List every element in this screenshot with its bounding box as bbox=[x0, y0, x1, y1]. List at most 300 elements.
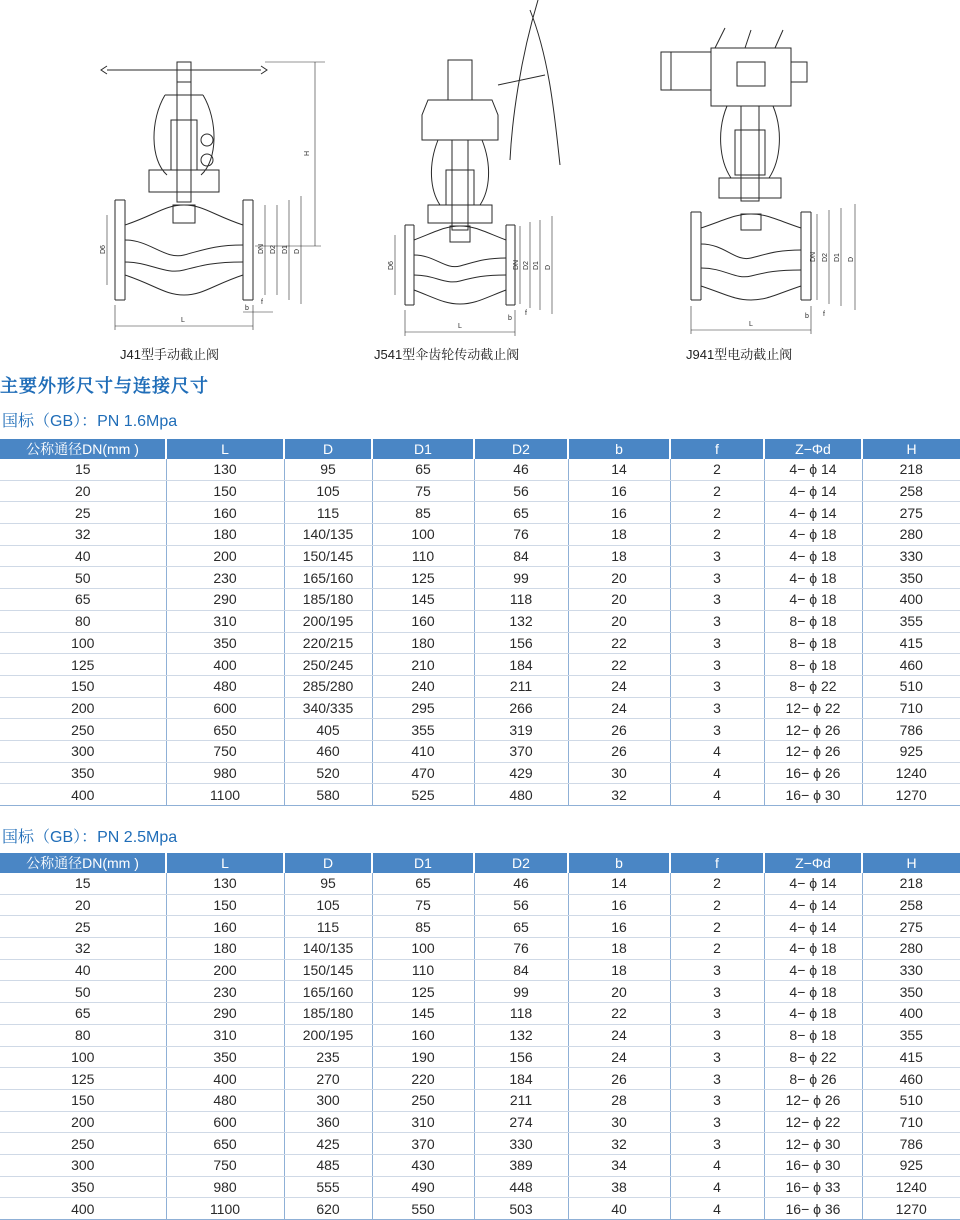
table-cell: 460 bbox=[862, 654, 960, 676]
table-cell: 18 bbox=[568, 524, 670, 546]
dim-label-f: f bbox=[525, 310, 527, 317]
table-cell: 118 bbox=[474, 589, 568, 611]
table-cell: 16− ϕ 36 bbox=[764, 1198, 862, 1220]
table-cell: 125 bbox=[372, 567, 474, 589]
table-cell: 26 bbox=[568, 1068, 670, 1090]
table-cell: 319 bbox=[474, 719, 568, 741]
table-cell: 3 bbox=[670, 1068, 764, 1090]
table-cell: 650 bbox=[166, 1133, 284, 1155]
table-cell: 350 bbox=[166, 1046, 284, 1068]
table-cell: 40 bbox=[0, 959, 166, 981]
table-cell: 600 bbox=[166, 697, 284, 719]
table-cell: 355 bbox=[372, 719, 474, 741]
table-cell: 200 bbox=[166, 959, 284, 981]
table-row bbox=[0, 697, 960, 719]
table-cell: 8− ϕ 22 bbox=[764, 675, 862, 697]
table-cell: 2 bbox=[670, 459, 764, 480]
table-cell: 32 bbox=[0, 938, 166, 960]
dim-label-f: f bbox=[823, 311, 825, 318]
table-cell: 3 bbox=[670, 1046, 764, 1068]
dim-label-h: H bbox=[304, 150, 311, 156]
dim-label-d: D bbox=[294, 248, 301, 254]
table-cell: 355 bbox=[862, 610, 960, 632]
table-row bbox=[0, 1003, 960, 1025]
table-cell: 150 bbox=[166, 894, 284, 916]
table-row bbox=[0, 938, 960, 960]
table-cell: 1270 bbox=[862, 1198, 960, 1220]
column-header: L bbox=[166, 439, 284, 459]
table-cell: 258 bbox=[862, 480, 960, 502]
table-cell: 470 bbox=[372, 762, 474, 784]
table-cell: 750 bbox=[166, 740, 284, 762]
dim-label-d6: D6 bbox=[100, 245, 107, 254]
column-header: D1 bbox=[372, 439, 474, 459]
table-cell: 460 bbox=[862, 1068, 960, 1090]
table-cell: 3 bbox=[670, 697, 764, 719]
table-cell: 125 bbox=[0, 1068, 166, 1090]
table-cell: 330 bbox=[862, 959, 960, 981]
dim-label-dn: DN bbox=[258, 243, 265, 254]
table-cell: 156 bbox=[474, 632, 568, 654]
column-header: Z−Φd bbox=[764, 439, 862, 459]
table-cell: 76 bbox=[474, 524, 568, 546]
table-cell: 20 bbox=[0, 894, 166, 916]
table-cell: 65 bbox=[474, 916, 568, 938]
table-cell: 300 bbox=[284, 1089, 372, 1111]
figure-j941-electric bbox=[655, 0, 875, 340]
table-cell: 16 bbox=[568, 916, 670, 938]
table-cell: 12− ϕ 26 bbox=[764, 740, 862, 762]
table-cell: 180 bbox=[166, 938, 284, 960]
table-cell: 95 bbox=[284, 459, 372, 480]
table-cell: 200 bbox=[0, 1111, 166, 1133]
table-cell: 510 bbox=[862, 1089, 960, 1111]
column-header: H bbox=[862, 853, 960, 873]
table-row bbox=[0, 1133, 960, 1155]
table-cell: 600 bbox=[166, 1111, 284, 1133]
column-header: D2 bbox=[474, 853, 568, 873]
table-cell: 980 bbox=[166, 762, 284, 784]
table-cell: 25 bbox=[0, 502, 166, 524]
table-cell: 24 bbox=[568, 675, 670, 697]
table-cell: 46 bbox=[474, 873, 568, 894]
table-cell: 150 bbox=[0, 675, 166, 697]
table-cell: 16 bbox=[568, 894, 670, 916]
table-cell: 28 bbox=[568, 1089, 670, 1111]
table-cell: 20 bbox=[568, 589, 670, 611]
table-cell: 1240 bbox=[862, 762, 960, 784]
table-cell: 20 bbox=[568, 567, 670, 589]
table-cell: 12− ϕ 22 bbox=[764, 697, 862, 719]
table-cell: 12− ϕ 22 bbox=[764, 1111, 862, 1133]
table-row bbox=[0, 762, 960, 784]
table-cell: 211 bbox=[474, 675, 568, 697]
table-cell: 710 bbox=[862, 697, 960, 719]
valve-drawing-manual bbox=[95, 0, 335, 340]
table-cell: 125 bbox=[0, 654, 166, 676]
table-cell: 22 bbox=[568, 632, 670, 654]
table-cell: 165/160 bbox=[284, 981, 372, 1003]
table-cell: 16 bbox=[568, 480, 670, 502]
table-cell: 184 bbox=[474, 1068, 568, 1090]
table-cell: 490 bbox=[372, 1176, 474, 1198]
table-cell: 1270 bbox=[862, 784, 960, 806]
table-cell: 8− ϕ 18 bbox=[764, 632, 862, 654]
table-cell: 415 bbox=[862, 632, 960, 654]
table-cell: 218 bbox=[862, 873, 960, 894]
table-cell: 24 bbox=[568, 697, 670, 719]
table-row bbox=[0, 1111, 960, 1133]
table-cell: 20 bbox=[568, 610, 670, 632]
table-row bbox=[0, 1046, 960, 1068]
table-cell: 50 bbox=[0, 567, 166, 589]
table-cell: 38 bbox=[568, 1176, 670, 1198]
table-cell: 185/180 bbox=[284, 1003, 372, 1025]
column-header: f bbox=[670, 439, 764, 459]
table-cell: 3 bbox=[670, 981, 764, 1003]
dim-label-d1: D1 bbox=[834, 253, 841, 262]
table-cell: 235 bbox=[284, 1046, 372, 1068]
table-row bbox=[0, 1024, 960, 1046]
table-cell: 250/245 bbox=[284, 654, 372, 676]
table-cell: 405 bbox=[284, 719, 372, 741]
table-cell: 15 bbox=[0, 873, 166, 894]
table-cell: 75 bbox=[372, 480, 474, 502]
table-cell: 200 bbox=[166, 545, 284, 567]
table-row bbox=[0, 719, 960, 741]
table-cell: 580 bbox=[284, 784, 372, 806]
table-cell: 140/135 bbox=[284, 938, 372, 960]
table-cell: 25 bbox=[0, 916, 166, 938]
table-row bbox=[0, 873, 960, 894]
column-header: H bbox=[862, 439, 960, 459]
table-row bbox=[0, 784, 960, 806]
table-cell: 26 bbox=[568, 740, 670, 762]
table-cell: 786 bbox=[862, 1133, 960, 1155]
table-cell: 56 bbox=[474, 894, 568, 916]
table-cell: 100 bbox=[0, 1046, 166, 1068]
table-cell: 370 bbox=[474, 740, 568, 762]
table-cell: 160 bbox=[166, 502, 284, 524]
table-cell: 165/160 bbox=[284, 567, 372, 589]
table-cell: 400 bbox=[0, 1198, 166, 1220]
dim-label-l: L bbox=[181, 317, 185, 324]
table-cell: 26 bbox=[568, 719, 670, 741]
table-cell: 250 bbox=[0, 1133, 166, 1155]
table-cell: 65 bbox=[0, 589, 166, 611]
table-cell: 2 bbox=[670, 894, 764, 916]
table-cell: 274 bbox=[474, 1111, 568, 1133]
table-row bbox=[0, 981, 960, 1003]
table-cell: 485 bbox=[284, 1154, 372, 1176]
table-cell: 555 bbox=[284, 1176, 372, 1198]
table-cell: 76 bbox=[474, 938, 568, 960]
table-cell: 415 bbox=[862, 1046, 960, 1068]
table-cell: 75 bbox=[372, 894, 474, 916]
table-cell: 4 bbox=[670, 740, 764, 762]
table-cell: 150 bbox=[166, 480, 284, 502]
table-cell: 350 bbox=[0, 1176, 166, 1198]
table-cell: 14 bbox=[568, 459, 670, 480]
column-header: b bbox=[568, 439, 670, 459]
table-cell: 2 bbox=[670, 480, 764, 502]
table-cell: 786 bbox=[862, 719, 960, 741]
figure-caption-j41: J41型手动截止阀 bbox=[120, 347, 219, 362]
table-cell: 3 bbox=[670, 675, 764, 697]
table-cell: 330 bbox=[862, 545, 960, 567]
table-cell: 425 bbox=[284, 1133, 372, 1155]
table-cell: 180 bbox=[372, 632, 474, 654]
table-cell: 4− ϕ 18 bbox=[764, 567, 862, 589]
table-cell: 105 bbox=[284, 480, 372, 502]
table-cell: 140/135 bbox=[284, 524, 372, 546]
table-cell: 156 bbox=[474, 1046, 568, 1068]
table-cell: 160 bbox=[372, 1024, 474, 1046]
table-cell: 258 bbox=[862, 894, 960, 916]
table-cell: 4 bbox=[670, 762, 764, 784]
table-cell: 8− ϕ 18 bbox=[764, 1024, 862, 1046]
table-cell: 8− ϕ 22 bbox=[764, 1046, 862, 1068]
table-cell: 410 bbox=[372, 740, 474, 762]
dim-label-d6: D6 bbox=[388, 261, 395, 270]
valve-figures bbox=[0, 0, 960, 370]
column-header: L bbox=[166, 853, 284, 873]
valve-drawing-gear bbox=[380, 0, 580, 340]
table-cell: 24 bbox=[568, 1024, 670, 1046]
table-cell: 330 bbox=[474, 1133, 568, 1155]
table-cell: 3 bbox=[670, 589, 764, 611]
table-row bbox=[0, 675, 960, 697]
table-cell: 84 bbox=[474, 959, 568, 981]
table-cell: 370 bbox=[372, 1133, 474, 1155]
table-cell: 118 bbox=[474, 1003, 568, 1025]
table-cell: 145 bbox=[372, 1003, 474, 1025]
table-cell: 218 bbox=[862, 459, 960, 480]
table-cell: 3 bbox=[670, 632, 764, 654]
table-header bbox=[0, 853, 960, 873]
table-cell: 710 bbox=[862, 1111, 960, 1133]
table-cell: 130 bbox=[166, 459, 284, 480]
table-cell: 480 bbox=[474, 784, 568, 806]
table-cell: 85 bbox=[372, 502, 474, 524]
table-cell: 290 bbox=[166, 1003, 284, 1025]
dim-label-dn: DN bbox=[810, 251, 817, 262]
table-cell: 3 bbox=[670, 1133, 764, 1155]
table-cell: 350 bbox=[0, 762, 166, 784]
table-cell: 266 bbox=[474, 697, 568, 719]
table-cell: 40 bbox=[0, 545, 166, 567]
table-cell: 310 bbox=[166, 610, 284, 632]
table-cell: 20 bbox=[568, 981, 670, 1003]
table-cell: 925 bbox=[862, 1154, 960, 1176]
table-cell: 460 bbox=[284, 740, 372, 762]
table-cell: 550 bbox=[372, 1198, 474, 1220]
table-cell: 290 bbox=[166, 589, 284, 611]
table-row bbox=[0, 459, 960, 480]
table-row bbox=[0, 1154, 960, 1176]
dim-label-d2: D2 bbox=[523, 261, 530, 270]
column-header: D1 bbox=[372, 853, 474, 873]
dim-label-d1: D1 bbox=[533, 261, 540, 270]
table-cell: 3 bbox=[670, 1003, 764, 1025]
table-cell: 12− ϕ 26 bbox=[764, 1089, 862, 1111]
table-cell: 230 bbox=[166, 567, 284, 589]
table-cell: 16− ϕ 30 bbox=[764, 784, 862, 806]
table-cell: 2 bbox=[670, 502, 764, 524]
table-title-pn25: 国标（GB）：PN 2.5Mpa bbox=[2, 829, 178, 846]
table-title-pn16: 国标（GB）：PN 1.6Mpa bbox=[2, 413, 178, 430]
table-cell: 4− ϕ 18 bbox=[764, 545, 862, 567]
table-cell: 160 bbox=[166, 916, 284, 938]
table-body bbox=[0, 873, 960, 1220]
table-row bbox=[0, 480, 960, 502]
table-cell: 355 bbox=[862, 1024, 960, 1046]
table-cell: 211 bbox=[474, 1089, 568, 1111]
table-row bbox=[0, 589, 960, 611]
dim-label-b: b bbox=[805, 313, 809, 320]
table-cell: 270 bbox=[284, 1068, 372, 1090]
table-cell: 12− ϕ 26 bbox=[764, 719, 862, 741]
table-cell: 480 bbox=[166, 675, 284, 697]
table-cell: 32 bbox=[0, 524, 166, 546]
table-cell: 620 bbox=[284, 1198, 372, 1220]
column-header: D bbox=[284, 853, 372, 873]
table-cell: 95 bbox=[284, 873, 372, 894]
table-cell: 80 bbox=[0, 1024, 166, 1046]
table-cell: 210 bbox=[372, 654, 474, 676]
table-cell: 115 bbox=[284, 502, 372, 524]
table-cell: 84 bbox=[474, 545, 568, 567]
table-cell: 150 bbox=[0, 1089, 166, 1111]
table-row bbox=[0, 1198, 960, 1220]
table-cell: 3 bbox=[670, 610, 764, 632]
table-row bbox=[0, 916, 960, 938]
table-cell: 99 bbox=[474, 981, 568, 1003]
table-cell: 4 bbox=[670, 1198, 764, 1220]
dim-label-dn: DN bbox=[513, 259, 520, 270]
dim-label-d: D bbox=[848, 256, 855, 262]
table-cell: 30 bbox=[568, 1111, 670, 1133]
dim-label-d2: D2 bbox=[270, 245, 277, 254]
figure-caption-j541: J541型伞齿轮传动截止阀 bbox=[374, 347, 520, 362]
table-header bbox=[0, 439, 960, 459]
table-cell: 180 bbox=[166, 524, 284, 546]
table-cell: 2 bbox=[670, 938, 764, 960]
table-cell: 4− ϕ 18 bbox=[764, 1003, 862, 1025]
table-cell: 430 bbox=[372, 1154, 474, 1176]
table-cell: 150/145 bbox=[284, 545, 372, 567]
dim-label-d: D bbox=[545, 264, 552, 270]
table-cell: 503 bbox=[474, 1198, 568, 1220]
table-cell: 18 bbox=[568, 959, 670, 981]
table-cell: 980 bbox=[166, 1176, 284, 1198]
table-cell: 184 bbox=[474, 654, 568, 676]
table-cell: 56 bbox=[474, 480, 568, 502]
table-cell: 350 bbox=[166, 632, 284, 654]
table-cell: 300 bbox=[0, 1154, 166, 1176]
table-row bbox=[0, 740, 960, 762]
table-cell: 18 bbox=[568, 938, 670, 960]
table-row bbox=[0, 654, 960, 676]
table-cell: 520 bbox=[284, 762, 372, 784]
table-cell: 150/145 bbox=[284, 959, 372, 981]
dim-label-b: b bbox=[508, 315, 512, 322]
table-cell: 340/335 bbox=[284, 697, 372, 719]
table-cell: 220 bbox=[372, 1068, 474, 1090]
table-cell: 46 bbox=[474, 459, 568, 480]
column-header: D2 bbox=[474, 439, 568, 459]
table-cell: 65 bbox=[474, 502, 568, 524]
table-cell: 510 bbox=[862, 675, 960, 697]
dim-label-b: b bbox=[245, 305, 249, 312]
table-cell: 32 bbox=[568, 1133, 670, 1155]
table-cell: 2 bbox=[670, 916, 764, 938]
table-cell: 24 bbox=[568, 1046, 670, 1068]
table-cell: 4− ϕ 14 bbox=[764, 502, 862, 524]
table-cell: 160 bbox=[372, 610, 474, 632]
table-cell: 110 bbox=[372, 959, 474, 981]
table-cell: 4 bbox=[670, 1176, 764, 1198]
table-cell: 4− ϕ 14 bbox=[764, 894, 862, 916]
spec-table-pn25 bbox=[0, 853, 960, 1220]
table-row bbox=[0, 502, 960, 524]
table-cell: 115 bbox=[284, 916, 372, 938]
table-row bbox=[0, 959, 960, 981]
table-cell: 3 bbox=[670, 654, 764, 676]
table-cell: 350 bbox=[862, 567, 960, 589]
valve-drawing-electric bbox=[655, 0, 875, 340]
table-cell: 132 bbox=[474, 1024, 568, 1046]
table-cell: 275 bbox=[862, 916, 960, 938]
table-cell: 220/215 bbox=[284, 632, 372, 654]
table-cell: 4− ϕ 18 bbox=[764, 981, 862, 1003]
column-header: b bbox=[568, 853, 670, 873]
table-row bbox=[0, 524, 960, 546]
table-cell: 130 bbox=[166, 873, 284, 894]
table-cell: 200 bbox=[0, 697, 166, 719]
table-cell: 110 bbox=[372, 545, 474, 567]
table-cell: 4− ϕ 18 bbox=[764, 938, 862, 960]
table-cell: 750 bbox=[166, 1154, 284, 1176]
table-cell: 4 bbox=[670, 784, 764, 806]
table-cell: 4− ϕ 14 bbox=[764, 459, 862, 480]
table-cell: 280 bbox=[862, 524, 960, 546]
table-cell: 400 bbox=[166, 654, 284, 676]
table-cell: 16− ϕ 33 bbox=[764, 1176, 862, 1198]
table-cell: 650 bbox=[166, 719, 284, 741]
spec-table-pn16 bbox=[0, 439, 960, 806]
table-cell: 132 bbox=[474, 610, 568, 632]
table-cell: 16 bbox=[568, 502, 670, 524]
table-cell: 310 bbox=[372, 1111, 474, 1133]
table-cell: 200/195 bbox=[284, 610, 372, 632]
table-cell: 429 bbox=[474, 762, 568, 784]
table-cell: 400 bbox=[166, 1068, 284, 1090]
table-cell: 8− ϕ 18 bbox=[764, 654, 862, 676]
table-cell: 525 bbox=[372, 784, 474, 806]
table-cell: 18 bbox=[568, 545, 670, 567]
table-cell: 4− ϕ 14 bbox=[764, 916, 862, 938]
table-cell: 3 bbox=[670, 545, 764, 567]
table-cell: 80 bbox=[0, 610, 166, 632]
table-cell: 100 bbox=[372, 938, 474, 960]
table-cell: 4− ϕ 18 bbox=[764, 524, 862, 546]
table-cell: 200/195 bbox=[284, 1024, 372, 1046]
table-cell: 65 bbox=[372, 459, 474, 480]
column-header: 公称通径DN(mm ) bbox=[0, 853, 166, 873]
table-cell: 1100 bbox=[166, 1198, 284, 1220]
table-row bbox=[0, 632, 960, 654]
